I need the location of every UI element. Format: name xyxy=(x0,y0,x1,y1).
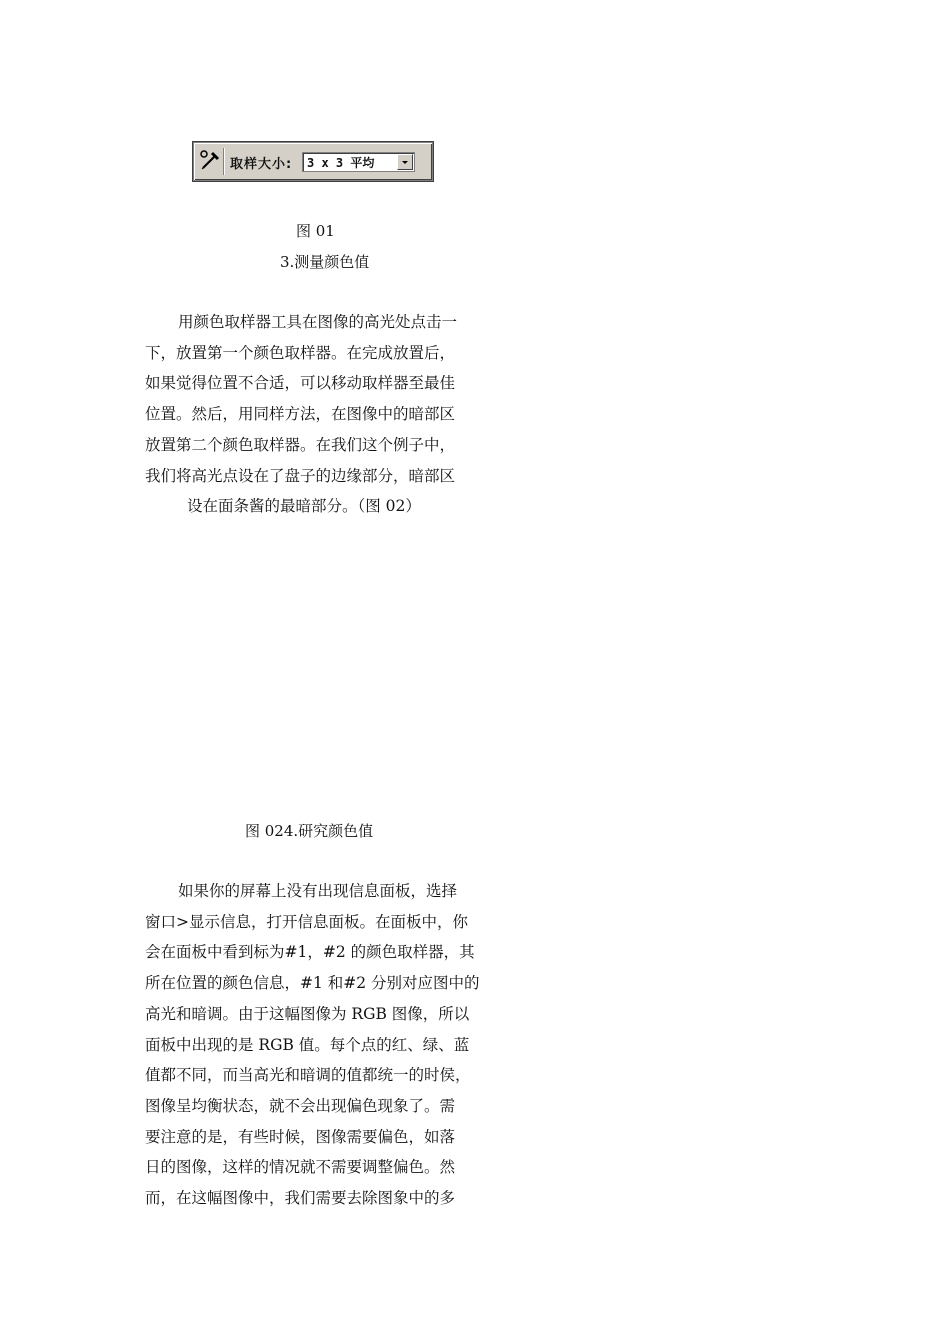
eyedropper-icon[interactable] xyxy=(199,149,221,173)
sample-size-label: 取样大小: xyxy=(230,157,293,172)
paragraph-line: 要注意的是，有些时候，图像需要偏色，如落 xyxy=(145,1127,456,1146)
paragraph-line: 用颜色取样器工具在图像的高光处点击一 xyxy=(178,313,458,331)
paragraph-line: 如果你的屏幕上没有出现信息面板，选择 xyxy=(178,882,458,900)
chevron-down-icon[interactable] xyxy=(397,154,413,170)
paragraph-1 xyxy=(145,307,490,522)
paragraph-line: 下，放置第一个颜色取样器。在完成放置后， xyxy=(145,343,456,362)
paragraph-line: 值都不同，而当高光和暗调的值都统一的时侯， xyxy=(145,1066,471,1085)
paragraph-line: 我们将高光点设在了盘子的边缘部分，暗部区 xyxy=(145,466,456,485)
paragraph-line: 如果觉得位置不合适，可以移动取样器至最佳 xyxy=(145,374,456,393)
sample-size-value: 3 x 3 平均 xyxy=(307,156,375,170)
sample-size-select[interactable] xyxy=(302,152,415,172)
paragraph-line: 高光和暗调。由于这幅图像为 RGB 图像，所以 xyxy=(145,1004,470,1023)
paragraph-line: 会在面板中看到标为#1，#2 的颜色取样器，其 xyxy=(145,943,475,962)
paragraph-line: 所在位置的颜色信息，#1 和#2 分别对应图中的 xyxy=(145,974,480,993)
figure-1-caption: 图 01 xyxy=(296,222,335,240)
paragraph-line: 面板中出现的是 RGB 值。每个点的红、绿、蓝 xyxy=(145,1035,470,1054)
paragraph-line: 设在面条酱的最暗部分。（图 02） xyxy=(187,497,421,516)
paragraph-2 xyxy=(145,876,490,1214)
toolbar-separator xyxy=(223,148,225,175)
sample-size-toolbar xyxy=(193,142,433,181)
paragraph-line: 图像呈均衡状态，就不会出现偏色现象了。需 xyxy=(145,1096,456,1115)
paragraph-line: 窗口>显示信息，打开信息面板。在面板中，你 xyxy=(145,912,468,931)
section-3-heading: 3.测量颜色值 xyxy=(280,253,370,271)
paragraph-line: 而，在这幅图像中，我们需要去除图象中的多 xyxy=(145,1189,456,1208)
paragraph-line: 位置。然后，用同样方法，在图像中的暗部区 xyxy=(145,405,456,424)
paragraph-line: 放置第二个颜色取样器。在我们这个例子中， xyxy=(145,435,456,454)
figure-2-caption: 图 024.研究颜色值 xyxy=(245,822,374,840)
paragraph-line: 日的图像，这样的情况就不需要调整偏色。然 xyxy=(145,1158,456,1177)
